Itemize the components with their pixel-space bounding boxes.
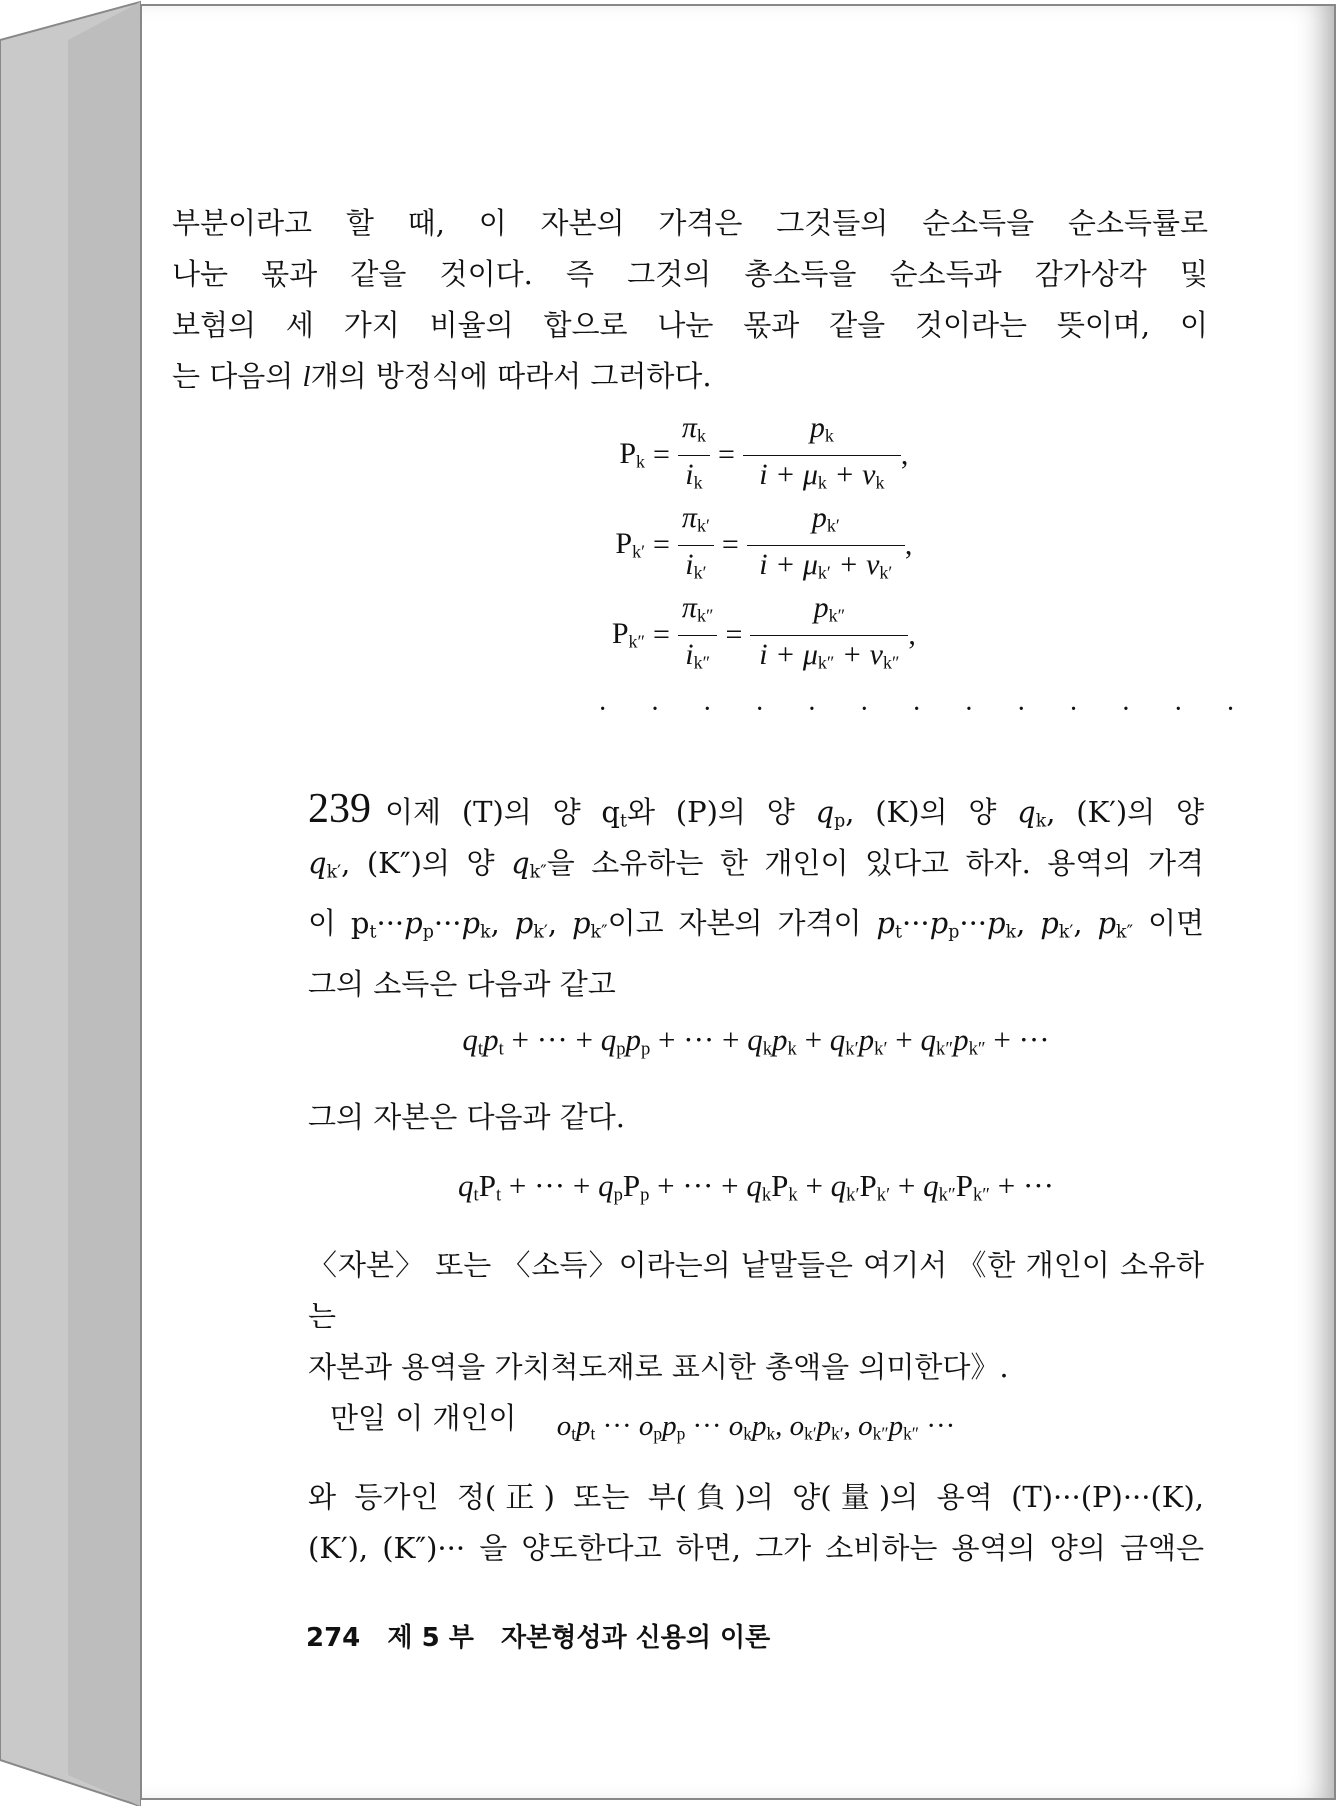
equation-lhs: $P_{k''}$ [611,617,645,652]
fraction [747,503,905,587]
symbol: + ν [826,457,876,491]
equation-lhs: $P_k$ [619,437,645,472]
subscript: k″ [696,605,714,626]
symbol: i + μ [759,457,818,491]
transfer-paragraph [308,1472,1204,1574]
text-line: 〈자본〉 또는 〈소득〉이라는의 낱말들은 여기서 《한 개인이 소유하는 [308,1248,1204,1333]
numerator [743,413,901,456]
page-footer: 274 제 5 부 자본형성과 신용의 이론 [306,1623,771,1653]
equals-sign: = [653,528,670,561]
equation-lhs: $P_{k'}$ [615,527,645,562]
symbol: p [813,591,829,624]
comma: , [908,618,916,651]
equals-sign: = [653,618,670,651]
section-number: 239 [308,786,371,832]
continuation-dots: · · · · · · · · · · · · · [598,694,1254,725]
subscript: k′ [879,562,893,582]
text-line: 이 $p_t\cdot\cdot\cdot p_p\cdot\cdot\cdot p_k$, $p_{k'}$, $p_{k''}$이고 자본의 가격이 $p_t\cdot\cdot\cdot p_p\cdot\cdot\cdot p_k$, $p_{k'}$, $p_{k''}$ 이면 [308,906,1205,943]
text-line: 239 이제 (T)의 양 $q_t$와 (P)의 양 $q_p$, (K)의 양 $q_k$, (K′)의 양 [308,786,1205,832]
numerator [678,593,718,636]
numerator [678,503,714,546]
capital-expression: $q_tP_t$ + ··· + $q_pP_p$ + ··· + $q_kP_k + q_{k'}P_{k'} + q_{k''}P_{k''}$ + ··· [458,1168,1054,1206]
transfer-expression: $o_tp_t$ ··· $o_pp_p$ ··· $o_kp_k$, $o_{k'}p_{k'}$, $o_{k''}p_{k''}$ ··· [556,1410,956,1444]
text-line: 는 다음의 l개의 방정식에 따라서 그러하다. [172,359,712,393]
subscript: k′ [817,562,831,582]
symbol: i + μ [759,637,818,671]
subscript: k [636,451,645,472]
text-line: 부분이라고 할 때, 이 자본의 가격은 그것들의 순소득을 순소득률로 [172,206,1208,240]
text-line: 와 등가인 정(正) 또는 부(負)의 양(量)의 용역 (T)···(P)···(K), [308,1480,1204,1514]
numerator [678,413,710,456]
denominator [681,546,710,588]
comma: , [900,438,909,471]
equation-row [575,590,916,680]
denominator [755,546,896,588]
denominator [681,636,714,678]
subscript: k [875,472,885,492]
equation-system [575,410,916,680]
text-line: 보험의 세 가지 비율의 합으로 나눈 몫과 같을 것이라는 뜻이며, 이 [172,308,1208,342]
income-expression: $q_tp_t$ + ··· + $q_pp_p$ + ··· + $q_kp_k + q_{k'}p_{k'} + q_{k''}p_{k''}$ + ··· [462,1022,1050,1060]
symbol: + ν [834,637,883,671]
text-line: 그의 자본은 다음과 같다. [308,1100,626,1134]
fraction [743,413,901,497]
subscript: k″ [828,605,846,626]
equals-sign: = [721,528,739,561]
equals-sign: = [717,438,735,471]
equation-row [575,500,916,590]
text-line: 자본과 용역을 가치척도재로 표시한 총액을 의미한다》. [308,1350,1009,1384]
subscript: k′ [693,562,707,582]
numerator [747,503,905,546]
subscript: k″ [628,631,645,652]
comma: , [904,528,913,561]
text-line: 만일 이 개인이 [330,1401,517,1435]
text-line: 나눈 몫과 같을 것이다. 즉 그것의 총소득을 순소득과 감가상각 및 [172,257,1208,291]
text-line: $q_{k'}$, (K″)의 양 $q_{k''}$을 소유하는 한 개인이 있다고 하자. 용역의 가격 [308,846,1205,883]
capital-intro [308,1092,1204,1143]
subscript: k [824,425,834,446]
subscript: k [693,472,703,492]
symbol: i + μ [759,547,818,581]
subscript: k [696,425,706,446]
symbol: i [685,637,694,671]
subscript: k′ [632,541,645,562]
subscript: k′ [826,515,840,536]
subscript: k″ [693,652,711,672]
denominator [681,456,706,498]
fraction [678,503,714,587]
symbol: π [681,591,697,624]
subscript: k″ [817,652,835,672]
section-239-body [308,838,1204,1010]
equals-sign: = [725,618,743,651]
fraction [750,593,908,677]
equals-sign: = [653,438,670,471]
numerator [750,593,908,636]
equation-row [575,410,916,500]
subscript: k″ [882,652,900,672]
symbol: p [811,501,827,534]
symbol: i [685,547,694,581]
symbol: π [681,501,697,534]
subscript: k′ [696,515,710,536]
symbol: p [809,411,825,444]
fraction [678,413,710,497]
symbol: π [681,411,697,444]
paragraph-intro [172,198,1208,403]
denominator [755,636,903,678]
book-spine [0,0,150,1806]
denominator [755,456,888,498]
fraction [678,593,718,677]
symbol: + ν [830,547,880,581]
subscript: k [817,472,827,492]
symbol: i [685,457,694,491]
text-line: (K′), (K″)··· 을 양도한다고 하면, 그가 소비하는 용역의 양의 금액은 [308,1531,1204,1565]
text-line: 그의 소득은 다음과 같고 [308,966,616,1001]
